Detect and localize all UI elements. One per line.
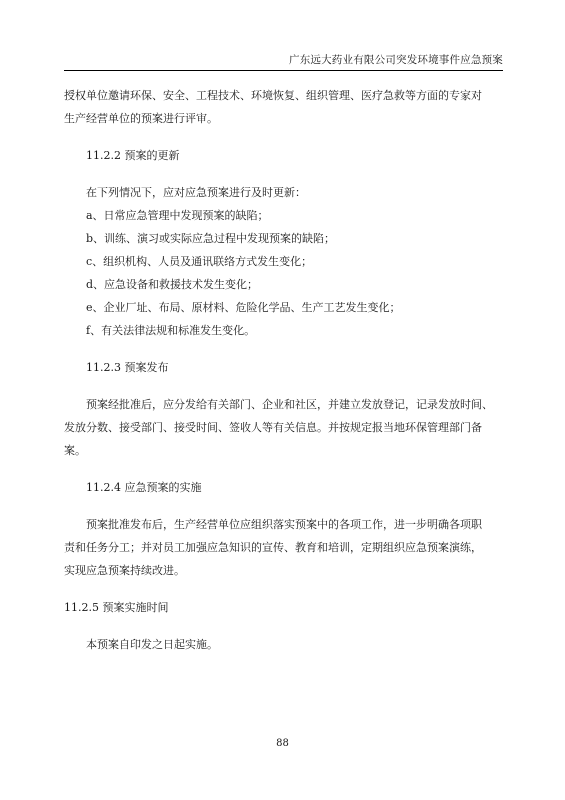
update-intro: 在下列情况下，应对应急预案进行及时更新： [86, 186, 306, 199]
publish-line-2: 发放分数、接受部门、接受时间、签收人等有关信息。并按规定报当地环保管理部门备 [64, 421, 482, 434]
implement-line-1: 预案批准发布后，生产经营单位应组织落实预案中的各项工作，进一步明确各项职 [86, 518, 482, 531]
update-item-b: b、训练、演习或实际应急过程中发现预案的缺陷； [86, 232, 336, 245]
update-item-d: d、应急设备和救援技术发生变化； [86, 278, 259, 291]
update-item-e: e、企业厂址、布局、原材料、危险化学品、生产工艺发生变化； [86, 301, 401, 314]
intro-line-1: 授权单位邀请环保、安全、工程技术、环境恢复、组织管理、医疗急救等方面的专家对 [64, 89, 482, 102]
section-heading-11-2-2: 11.2.2 预案的更新 [86, 149, 180, 162]
section-heading-11-2-3: 11.2.3 预案发布 [86, 361, 169, 374]
section-heading-11-2-4: 11.2.4 应急预案的实施 [86, 481, 202, 494]
page-header [64, 50, 503, 71]
section-heading-11-2-5: 11.2.5 预案实施时间 [64, 601, 169, 614]
implement-line-2: 责和任务分工；并对员工加强应急知识的宣传、教育和培训，定期组织应急预案演练， [64, 541, 482, 554]
time-line-1: 本预案自印发之日起实施。 [86, 638, 218, 651]
intro-line-2: 生产经营单位的预案进行评审。 [64, 112, 218, 125]
implement-line-3: 实现应急预案持续改进。 [64, 564, 185, 577]
header-title: 广东远大药业有限公司突发环境事件应急预案 [289, 54, 503, 66]
page-number: 88 [276, 738, 289, 749]
update-item-c: c、组织机构、人员及通讯联络方式发生变化； [86, 255, 313, 268]
publish-line-1: 预案经批准后，应分发给有关部门、企业和社区，并建立发放登记，记录发放时间、 [86, 398, 493, 411]
document-body [64, 84, 504, 656]
update-item-f: f、有关法律法规和标准发生变化。 [86, 324, 256, 337]
update-item-a: a、日常应急管理中发现预案的缺陷； [86, 209, 269, 222]
publish-line-3: 案。 [64, 444, 86, 457]
